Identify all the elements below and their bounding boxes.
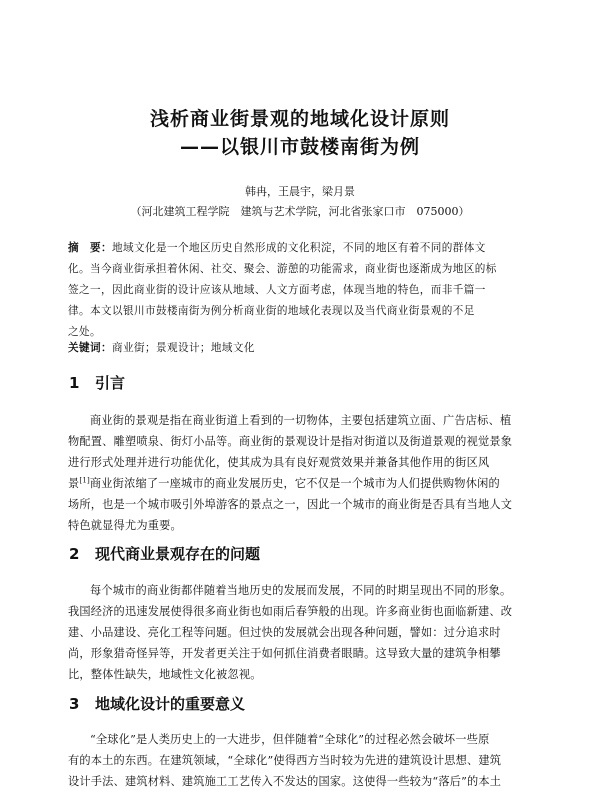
- paper-subtitle: ——以银川市鼓楼南街为例: [179, 136, 420, 158]
- paragraph-line: “全球化”是人类历史上的一大进步，但伴随着“全球化”的过程必然会破坏一些原: [90, 733, 490, 746]
- keywords-line: [68, 340, 546, 355]
- section-title: 现代商业景观存在的问题: [95, 545, 261, 563]
- affiliation: （河北建筑工程学院 建筑与艺术学院，河北省张家口市 075000）: [130, 205, 470, 218]
- section-number: 3: [69, 695, 80, 713]
- section-number: 2: [69, 545, 80, 563]
- paragraph-line: 比，整体性缺失，地域性文化被忽视。: [68, 668, 262, 681]
- line-tail: 景: [68, 477, 80, 490]
- abstract-line: 签之一，因此商业街的设计应该从地域、人文方面考虑，体现当地的特色，而非千篇一: [68, 284, 486, 296]
- abstract-line: 律。本文以银川市鼓楼南街为例分析商业街的地域化表现以及当代商业街景观的不足: [68, 305, 475, 317]
- line-text: 商业街浓缩了一座城市的商业发展历史，它不仅是一个城市为人们提供购物休闲的: [89, 477, 500, 490]
- paragraph-line: 商业街的景观是指在商业街道上看到的一切物体，主要包括建筑立面、广告店标、植: [90, 414, 512, 427]
- paragraph-line: 进行形式处理并进行功能优化，使其成为具有良好观赏效果并兼备其他作用的街区风: [68, 456, 490, 469]
- paragraph-line: 有的本土的东西。在建筑领域，“全球化”使得西方当时较为先进的建筑设计思想、建筑: [68, 754, 502, 767]
- keywords-label: 关键词：: [68, 342, 112, 354]
- paragraph-line: 每个城市的商业街都伴随着当地历史的发展而发展，不同的时期呈现出不同的形象。: [90, 584, 512, 597]
- paragraph-line: 建、小品建设、亮化工程等问题。但过快的发展就会出现各种问题，譬如：过分追求时: [68, 626, 501, 639]
- abstract-text: 地域文化是一个地区历史自然形成的文化积淀，不同的地区有着不同的群体文: [111, 242, 486, 254]
- paragraph-line: 场所，也是一个城市吸引外埠游客的景点之一，因此一个城市的商业街是否具有当地人文: [68, 498, 513, 511]
- abstract-label: 摘 要：: [68, 242, 112, 254]
- abstract-line: [68, 240, 546, 255]
- section-title: 地域化设计的重要意义: [95, 695, 246, 713]
- abstract-line: 之处。: [68, 326, 101, 338]
- paragraph-line: 设计手法、建筑材料、建筑施工工艺传入不发达的国家。这使得一些较为“落后”的本土: [68, 775, 502, 788]
- paragraph-line: 尚，形象猎奇怪异等，开发者更关注于如何抓住消费者眼睛。这导致大量的建筑争相攀: [68, 647, 501, 660]
- section-heading-3: [69, 693, 245, 714]
- section-number: 1: [69, 374, 80, 392]
- paragraph-line: [68, 475, 548, 491]
- section-heading-2: [69, 543, 260, 564]
- section-heading-1: [69, 372, 125, 393]
- paragraph-line: 物配置、雕塑喷泉、街灯小品等。商业街的景观设计是指对街道以及街道景观的视觉景象: [68, 435, 513, 448]
- authors: 韩冉，王晨宇，梁月景: [245, 185, 355, 198]
- paragraph-line: 我国经济的迅速发展使得很多商业街也如雨后春笋般的出现。许多商业街也面临新建、改: [68, 605, 513, 618]
- citation: [1]: [79, 476, 90, 485]
- paragraph-line: 特色就显得尤为重要。: [68, 519, 182, 532]
- abstract-line: 化。当今商业街承担着休闲、社交、聚会、游憩的功能需求，商业街也逐渐成为地区的标: [68, 263, 497, 275]
- section-title: 引言: [95, 374, 126, 392]
- paper-title: 浅析商业街景观的地域化设计原则: [149, 108, 450, 130]
- keywords-text: 商业街；景观设计；地域文化: [111, 342, 255, 354]
